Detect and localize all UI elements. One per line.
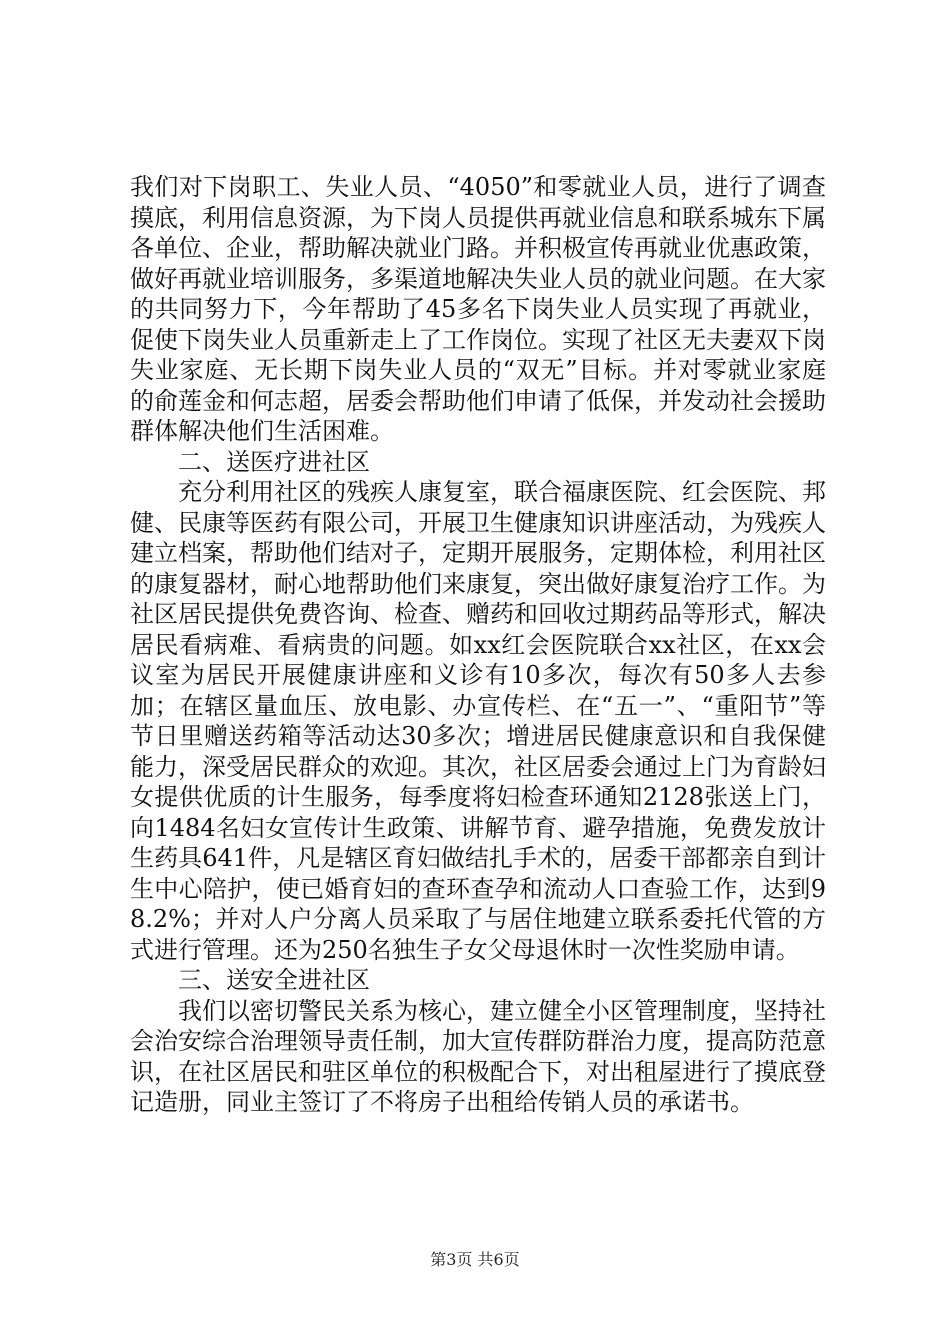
paragraph-medical: 充分利用社区的残疾人康复室，联合福康医院、红会医院、邦健、民康等医药有限公司，开展卫生健康知识讲座活动，为残疾人建立档案，帮助他们结对子，定期开展服务，定期体检，利用社区的康复器材，耐心地帮助他们来康复，突出做好康复治疗工作。为社区居民提供免费咨询、检查、赠药和回收过期药品等形式，解决居民看病难、看病贵的问题。如xx红会医院联合xx社区，在xx会议室为居民开展健康讲座和义诊有10多次，每次有50多人去参加；在辖区量血压、放电影、办宣传栏、在“五一”、“重阳节”等节日里赠送药箱等活动达30多次；增进居民健康意识和自我保健能力，深受居民群众的欢迎。其次，社区居委会通过上门为育龄妇女提供优质的计生服务，每季度将妇检查环通知2128张送上门，向1484名妇女宣传计生政策、讲解节育、避孕措施，免费发放计生药具641件，凡是辖区育妇做结扎手术的，居委干部都亲自到计生中心陪护，使已婚育妇的查环查孕和流动人口查验工作，达到98.2%；并对人户分离人员采取了与居住地建立联系委托代管的方式进行管理。还为250名独生子女父母退休时一次性奖励申请。 xyxy=(130,478,826,964)
paragraph-employment: 我们对下岗职工、失业人员、“4050”和零就业人员，进行了调查摸底，利用信息资源，为下岗人员提供再就业信息和联系城东下属各单位、企业，帮助解决就业门路。并积极宣传再就业优惠政策，做好再就业培训服务，多渠道地解决失业人员的就业问题。在大家的共同努力下，今年帮助了45多名下岗失业人员实现了再就业，促使下岗失业人员重新走上了工作岗位。实现了社区无夫妻双下岗失业家庭、无长期下岗失业人员的“双无”目标。并对零就业家庭的俞莲金和何志超，居委会帮助他们申请了低保，并发动社会援助群体解决他们生活困难。 xyxy=(130,173,826,445)
document-body xyxy=(130,172,826,1118)
section-heading-safety: 三、送安全进社区 xyxy=(178,966,370,994)
section-heading-medical: 二、送医疗进社区 xyxy=(178,447,370,476)
page-number-footer: 第3页 共6页 xyxy=(430,1250,520,1269)
paragraph-safety: 我们以密切警民关系为核心，建立健全小区管理制度，坚持社会治安综合治理领导责任制，加大宣传群防群治力度，提高防范意识，在社区居民和驻区单位的积极配合下，对出租屋进行了摸底登记造册，同业主签订了不将房子出租给传销人员的承诺书。 xyxy=(130,996,826,1116)
